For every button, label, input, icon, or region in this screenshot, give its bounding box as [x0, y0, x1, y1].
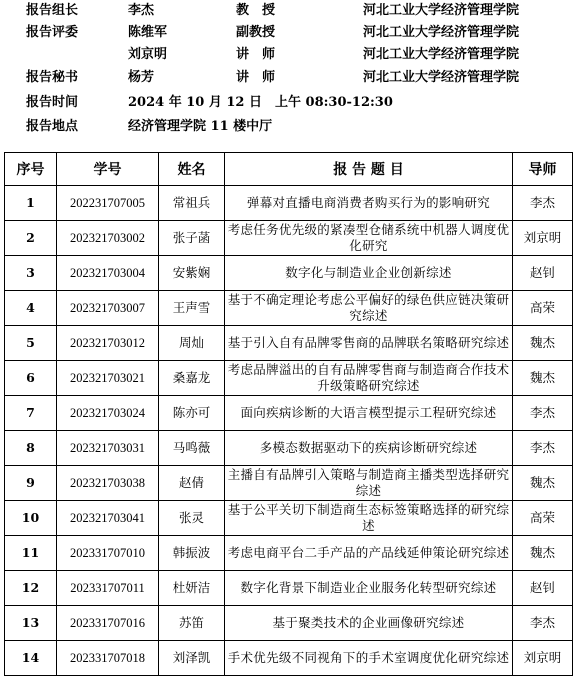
cell-no: 6 — [5, 361, 57, 396]
cell-no: 9 — [5, 466, 57, 501]
cell-student-id: 202331707010 — [57, 536, 159, 571]
info-label: 报告秘书 — [26, 70, 79, 85]
table-row — [5, 431, 573, 466]
cell-name: 张灵 — [159, 501, 225, 536]
cell-student-id: 202321703031 — [57, 431, 159, 466]
cell-no: 7 — [5, 396, 57, 431]
cell-student-id: 202321703041 — [57, 501, 159, 536]
cell-name: 桑嘉龙 — [159, 361, 225, 396]
time-value: 2024 年 10 月 12 日 上午 08:30-12:30 — [128, 95, 393, 110]
cell-advisor: 高荣 — [513, 291, 573, 326]
info-row-secretary — [0, 67, 577, 89]
report-info-block — [0, 0, 577, 150]
cell-advisor: 魏杰 — [513, 466, 573, 501]
info-name: 杨芳 — [128, 70, 155, 85]
header-no: 序号 — [5, 153, 57, 186]
info-title: 讲 师 — [236, 47, 276, 62]
cell-advisor: 李杰 — [513, 606, 573, 641]
cell-no: 3 — [5, 256, 57, 291]
cell-topic: 数字化与制造业企业创新综述 — [225, 256, 513, 291]
cell-name: 韩振波 — [159, 536, 225, 571]
cell-topic: 面向疾病诊断的大语言模型提示工程研究综述 — [225, 396, 513, 431]
cell-student-id: 202321703038 — [57, 466, 159, 501]
cell-no: 4 — [5, 291, 57, 326]
cell-advisor: 高荣 — [513, 501, 573, 536]
info-name: 陈维军 — [128, 25, 168, 40]
info-row-judge — [0, 22, 577, 44]
cell-no: 1 — [5, 186, 57, 221]
cell-name: 陈亦可 — [159, 396, 225, 431]
cell-topic: 基于引入自有品牌零售商的品牌联名策略研究综述 — [225, 326, 513, 361]
table-row — [5, 221, 573, 256]
header-name: 姓名 — [159, 153, 225, 186]
cell-name: 赵倩 — [159, 466, 225, 501]
report-schedule-table — [4, 152, 573, 676]
table-body — [5, 186, 573, 676]
cell-student-id: 202331707016 — [57, 606, 159, 641]
cell-advisor: 魏杰 — [513, 536, 573, 571]
cell-advisor: 李杰 — [513, 186, 573, 221]
info-org: 河北工业大学经济管理学院 — [363, 70, 520, 85]
cell-name: 周灿 — [159, 326, 225, 361]
cell-topic: 数字化背景下制造业企业服务化转型研究综述 — [225, 571, 513, 606]
cell-advisor: 魏杰 — [513, 361, 573, 396]
header-topic: 报 告 题 目 — [225, 153, 513, 186]
cell-topic: 主播自有品牌引入策略与制造商主播类型选择研究综述 — [225, 466, 513, 501]
cell-topic: 考虑品牌溢出的自有品牌零售商与制造商合作技术升级策略研究综述 — [225, 361, 513, 396]
info-row-leader — [0, 0, 577, 22]
cell-topic: 基于聚类技术的企业画像研究综述 — [225, 606, 513, 641]
table-row — [5, 396, 573, 431]
cell-topic: 考虑任务优先级的紧凑型仓储系统中机器人调度优化研究 — [225, 221, 513, 256]
cell-name: 杜妍洁 — [159, 571, 225, 606]
cell-name: 苏笛 — [159, 606, 225, 641]
info-title: 副教授 — [236, 25, 276, 40]
cell-name: 马鸣薇 — [159, 431, 225, 466]
cell-student-id: 202321703004 — [57, 256, 159, 291]
header-student-id: 学号 — [57, 153, 159, 186]
cell-student-id: 202321703021 — [57, 361, 159, 396]
info-org: 河北工业大学经济管理学院 — [363, 47, 520, 62]
cell-topic: 弹幕对直播电商消费者购买行为的影响研究 — [225, 186, 513, 221]
cell-student-id: 202321703012 — [57, 326, 159, 361]
cell-student-id: 202231707005 — [57, 186, 159, 221]
time-label: 报告时间 — [26, 95, 79, 110]
cell-advisor: 魏杰 — [513, 326, 573, 361]
cell-no: 5 — [5, 326, 57, 361]
info-label: 报告组长 — [26, 3, 79, 18]
info-row-time — [0, 92, 577, 114]
info-org: 河北工业大学经济管理学院 — [363, 3, 520, 18]
cell-topic: 手术优先级不同视角下的手术室调度优化研究综述 — [225, 641, 513, 676]
cell-topic: 考虑电商平台二手产品的产品线延伸策论研究综述 — [225, 536, 513, 571]
table-row — [5, 536, 573, 571]
info-title: 讲 师 — [236, 70, 276, 85]
cell-advisor: 李杰 — [513, 431, 573, 466]
cell-student-id: 202321703024 — [57, 396, 159, 431]
info-row-place — [0, 116, 577, 138]
table-row — [5, 256, 573, 291]
cell-student-id: 202321703002 — [57, 221, 159, 256]
cell-advisor: 李杰 — [513, 396, 573, 431]
cell-topic: 多模态数据驱动下的疾病诊断研究综述 — [225, 431, 513, 466]
cell-topic: 基于不确定理论考虑公平偏好的绿色供应链决策研究综述 — [225, 291, 513, 326]
cell-advisor: 刘京明 — [513, 221, 573, 256]
place-value: 经济管理学院 11 楼中厅 — [128, 119, 273, 134]
table-row — [5, 186, 573, 221]
info-org: 河北工业大学经济管理学院 — [363, 25, 520, 40]
cell-topic: 基于公平关切下制造商生态标签策略选择的研究综述 — [225, 501, 513, 536]
cell-name: 王声雪 — [159, 291, 225, 326]
table-row — [5, 571, 573, 606]
cell-advisor: 刘京明 — [513, 641, 573, 676]
table-row — [5, 361, 573, 396]
info-name: 刘京明 — [128, 47, 168, 62]
table-row — [5, 466, 573, 501]
cell-name: 常祖兵 — [159, 186, 225, 221]
cell-no: 2 — [5, 221, 57, 256]
info-title: 教 授 — [236, 3, 276, 18]
cell-advisor: 赵钊 — [513, 571, 573, 606]
table-header-row — [5, 153, 573, 186]
table-row — [5, 501, 573, 536]
cell-advisor: 赵钊 — [513, 256, 573, 291]
cell-student-id: 202331707018 — [57, 641, 159, 676]
cell-student-id: 202321703007 — [57, 291, 159, 326]
cell-no: 8 — [5, 431, 57, 466]
cell-name: 安紫娴 — [159, 256, 225, 291]
cell-no: 12 — [5, 571, 57, 606]
cell-name: 刘泽凯 — [159, 641, 225, 676]
cell-no: 11 — [5, 536, 57, 571]
info-label: 报告评委 — [26, 25, 79, 40]
place-label: 报告地点 — [26, 119, 79, 134]
cell-no: 14 — [5, 641, 57, 676]
info-name: 李杰 — [128, 3, 155, 18]
table-row — [5, 641, 573, 676]
header-advisor: 导师 — [513, 153, 573, 186]
table-row — [5, 606, 573, 641]
table-row — [5, 291, 573, 326]
cell-no: 10 — [5, 501, 57, 536]
cell-no: 13 — [5, 606, 57, 641]
info-row-judge-2 — [0, 44, 577, 66]
cell-student-id: 202331707011 — [57, 571, 159, 606]
table-row — [5, 326, 573, 361]
cell-name: 张子菡 — [159, 221, 225, 256]
